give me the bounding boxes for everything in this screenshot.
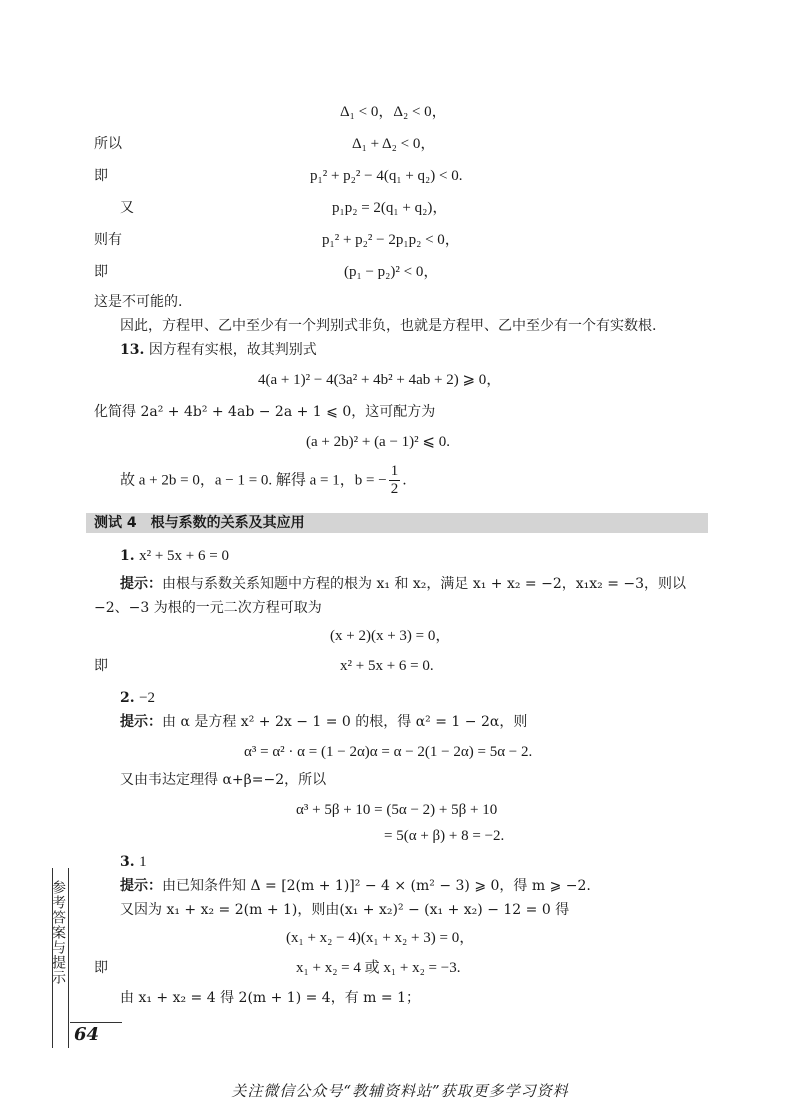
label-zeyou: 则有 xyxy=(94,232,122,248)
q3-hint-text: 由已知条件知 Δ = [2(m + 1)]² − 4 × (m² − 3) ⩾ 0，得 m ⩾ −2. xyxy=(162,878,591,894)
q3-text-3: 由 x₁ + x₂ = 4 得 2(m + 1) = 4，有 m = 1； xyxy=(120,990,420,1006)
q1-hint-text: 由根与系数关系知题中方程的根为 x₁ 和 x₂，满足 x₁ + x₂ = −2，x₁x₂ = −3，则以 xyxy=(162,576,687,592)
label-ji-1: 即 xyxy=(94,168,108,184)
text-line-7: 这是不可能的. xyxy=(94,294,183,310)
q2-hint-label: 提示： xyxy=(120,714,162,730)
q3-number: 3. xyxy=(120,854,135,870)
q3-equation-2: x₁ + x₂ = 4 或 x₁ + x₂ = −3. xyxy=(296,960,461,976)
q1-hint-label: 提示： xyxy=(120,576,162,592)
q2-number: 2. xyxy=(120,690,135,706)
solution-text: 故 a + 2b = 0，a − 1 = 0. 解得 a = 1，b = − xyxy=(120,472,387,489)
side-margin-rule-inner xyxy=(68,868,69,1048)
problem-13-text: 因方程有实根，故其判别式 xyxy=(148,342,317,358)
equation-line-4: p₁p₂ = 2(q₁ + q₂)， xyxy=(332,200,448,216)
text-line-8: 因此，方程甲、乙中至少有一个判别式非负，也就是方程甲、乙中至少有一个有实数根. xyxy=(120,318,657,334)
inequality-line-5: p₁² + p₂² − 2p₁p₂ < 0， xyxy=(322,232,460,248)
problem-13-number: 13. xyxy=(120,342,145,358)
discriminant-inequality: 4(a + 1)² − 4(3a² + 4b² + 4ab + 2) ⩾ 0， xyxy=(258,372,502,388)
page-number-rule xyxy=(70,1022,122,1023)
q3-equation-1: (x₁ + x₂ − 4)(x₁ + x₂ + 3) = 0， xyxy=(286,930,475,946)
q1-equation-1: (x + 2)(x + 3) = 0， xyxy=(330,628,451,644)
q1-hint-text-2: −2、−3 为根的一元二次方程可取为 xyxy=(94,600,322,616)
q3-answer: 1 xyxy=(139,854,147,870)
footer-watermark-text: 关注微信公众号“教辅资料站”获取更多学习资料 xyxy=(231,1082,569,1100)
side-label-answers: 参考答案与提示 xyxy=(50,880,66,985)
solution-line: 故 a + 2b = 0，a − 1 = 0. 解得 a = 1，b = − $\frac{1}{2}$ . xyxy=(120,463,407,497)
q2-text-2: 又由韦达定理得 α+β=−2，所以 xyxy=(120,772,327,788)
inequality-line-1: Δ₁ < 0，Δ₂ < 0， xyxy=(340,104,447,120)
q3-hint-label: 提示： xyxy=(120,878,162,894)
page-number: 64 xyxy=(74,1024,100,1045)
q1-equation-2: x² + 5x + 6 = 0. xyxy=(340,658,434,674)
q1-answer: x² + 5x + 6 = 0 xyxy=(139,548,229,564)
square-sum-inequality: (a + 2b)² + (a − 1)² ⩽ 0. xyxy=(306,434,450,450)
label-ji-2: 即 xyxy=(94,264,108,280)
fraction-one-half: $\frac{1}{2}$ xyxy=(390,463,399,497)
q2-equation-1: α³ = α² · α = (1 − 2α)α = α − 2(1 − 2α) = 5α − 2. xyxy=(244,744,533,760)
q1-number: 1. xyxy=(120,548,135,564)
q2-answer: −2 xyxy=(139,690,156,706)
q3-label-ji: 即 xyxy=(94,960,108,976)
q2-equation-3: = 5(α + β) + 8 = −2. xyxy=(384,828,505,844)
label-suoyi: 所以 xyxy=(94,136,122,152)
inequality-line-2: Δ₁ + Δ₂ < 0， xyxy=(352,136,436,152)
label-you: 又 xyxy=(120,200,134,216)
inequality-line-3: p₁² + p₂² − 4(q₁ + q₂) < 0. xyxy=(310,168,463,184)
section-title: 测试 4 根与系数的关系及其应用 xyxy=(94,515,305,531)
q2-hint-text: 由 α 是方程 x² + 2x − 1 = 0 的根，得 α² = 1 − 2α，则 xyxy=(162,714,528,730)
simplify-text: 化简得 2a² + 4b² + 4ab − 2a + 1 ⩽ 0，这可配方为 xyxy=(94,404,436,420)
q3-text-2: 又因为 x₁ + x₂ = 2(m + 1)，则由(x₁ + x₂)² − (x₁ + x₂) − 12 = 0 得 xyxy=(120,902,570,918)
inequality-line-6: (p₁ − p₂)² < 0， xyxy=(344,264,439,280)
q1-label-ji: 即 xyxy=(94,658,108,674)
q2-equation-2: α³ + 5β + 10 = (5α − 2) + 5β + 10 xyxy=(296,802,498,818)
